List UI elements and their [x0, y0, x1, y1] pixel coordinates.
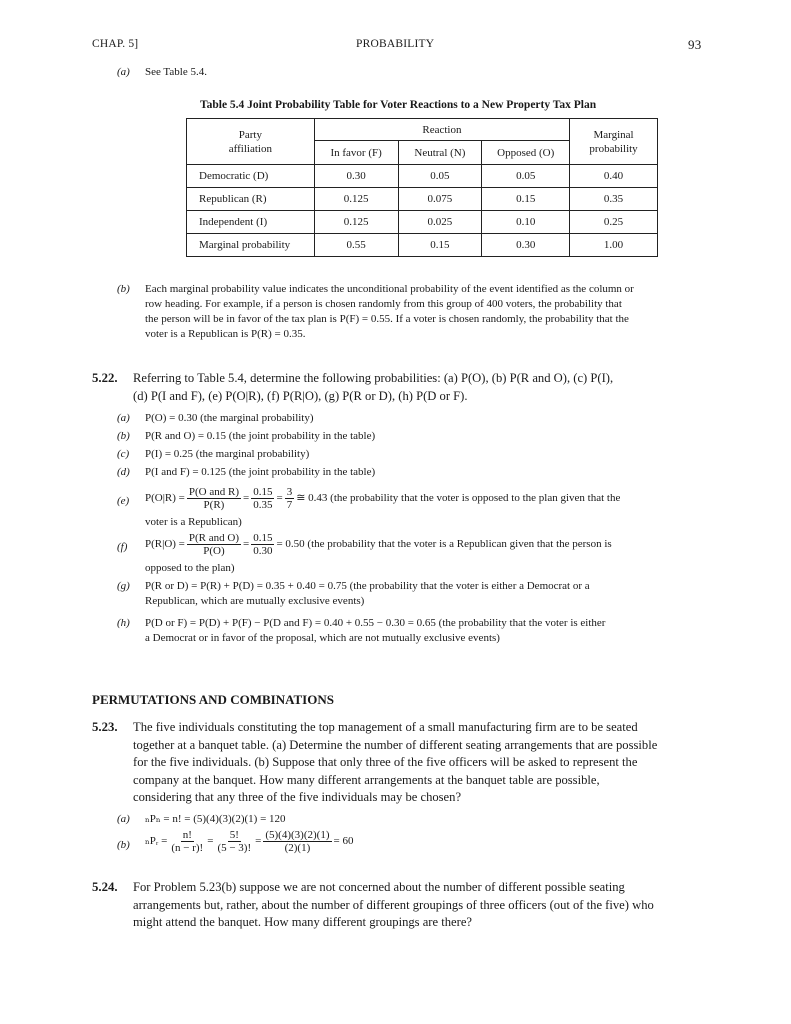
problem-5-24-statement: For Problem 5.23(b) suppose we are not concerned about the number of different possible seating arrangements but, rather, about the number of different groupings of three officers (out of the five) who might attend the banquet. How many different groupings are there?	[133, 880, 654, 930]
col-header-neutral: Neutral (N)	[398, 141, 482, 165]
answer-523a-text: ₙPₙ = n! = (5)(4)(3)(2)(1) = 120	[145, 813, 286, 825]
reaction-header: Reaction	[314, 119, 569, 141]
col-header-in-favor: In favor (F)	[314, 141, 398, 165]
running-title: PROBABILITY	[356, 38, 435, 50]
answer-e-continuation: voter is a Republican)	[145, 516, 242, 528]
table-row: Independent (I) 0.125 0.025 0.10 0.25	[187, 211, 658, 234]
party-header: Party affiliation	[187, 119, 315, 165]
answer-f-equation: P(R|O) = $\frac{\text{P(R and O)}}{P(O)}$ = $\frac{0.15}{0.30}$ = 0.50 (the probability that the voter is a Republican given that the person is	[145, 532, 612, 557]
problem-number-5-24: 5.24.	[92, 880, 118, 894]
section-title: PERMUTATIONS AND COMBINATIONS	[92, 692, 334, 707]
problem-number-5-22: 5.22.	[92, 371, 118, 385]
problem-5-23-statement: The five individuals constituting the top management of a small manufacturing firm are to be seated together at a banquet table. (a) Determine the number of different seating arrangements that are possible for the five individuals. (b) Suppose that only three of the five officers will be asked to represent the company at the banquet. How many different arrangements at the banquet table are possible, considering that any three of the five individuals may be chosen?	[133, 720, 658, 805]
answer-e-label: (e)	[117, 495, 130, 507]
answer-h-label: (h)	[117, 617, 130, 629]
part-a-label: (a)	[117, 66, 130, 78]
answer-labels-a-d: (a) (b) (c) (d)	[117, 412, 130, 478]
problem-5-22-statement: Referring to Table 5.4, determine the following probabilities: (a) P(O), (b) P(R and O), (c) P(I), (d) P(I and F), (e) P(O|R), (f) P(R|O), (g) P(R or D), (h) P(D or F).	[133, 371, 614, 403]
joint-probability-table	[186, 118, 658, 257]
table-row: Marginal probability 0.55 0.15 0.30 1.00	[187, 234, 658, 257]
problem-number-5-23: 5.23.	[92, 720, 118, 734]
answer-h-text: P(D or F) = P(D) + P(F) − P(D and F) = 0.40 + 0.55 − 0.30 = 0.65 (the probability that the voter is either a Democrat or in favor of the proposal, which are not mutually exclusive events)	[145, 617, 606, 644]
col-header-opposed: Opposed (O)	[482, 141, 570, 165]
page-number: 93	[688, 37, 702, 52]
table-row: Democratic (D) 0.30 0.05 0.05 0.40	[187, 165, 658, 188]
answer-g-label: (g)	[117, 580, 130, 592]
answer-f-label: (f)	[117, 541, 128, 553]
part-b-label: (b)	[117, 283, 130, 295]
table-row: Republican (R) 0.125 0.075 0.15 0.35	[187, 188, 658, 211]
answer-523b-label: (b)	[117, 839, 130, 851]
answers-a-d: P(O) = 0.30 (the marginal probability) P(R and O) = 0.15 (the joint probability in the table) P(I) = 0.25 (the marginal probability) P(I and F) = 0.125 (the joint probability in the table)	[145, 412, 376, 478]
answer-523b-equation: ₙPᵣ = $\frac{n!}{(n - r)!}$ = $\frac{5!}{(5 - 3)!}$ = $\frac{(5)(4)(3)(2)(1)}{(2)(1)}$ = 60	[145, 829, 354, 854]
marginal-header: Marginal probability	[570, 119, 658, 165]
part-b-text: Each marginal probability value indicates the unconditional probability of the event identified as the column or row heading. For example, if a person is chosen randomly from this group of 400 voters, the probability that the person will be in favor of the tax plan is P(F) = 0.55. If a voter is chosen randomly, the probability that the voter is a Republican is P(R) = 0.35.	[145, 283, 634, 340]
chapter-label: CHAP. 5]	[92, 38, 139, 50]
answer-f-continuation: opposed to the plan)	[145, 562, 235, 574]
answer-g-text: P(R or D) = P(R) + P(D) = 0.35 + 0.40 = 0.75 (the probability that the voter is either a Democrat or a Republican, which are mutually exclusive events)	[145, 580, 590, 607]
answer-523a-label: (a)	[117, 813, 130, 825]
table-caption: Table 5.4 Joint Probability Table for Voter Reactions to a New Property Tax Plan	[200, 99, 597, 111]
part-a-text: See Table 5.4.	[145, 66, 207, 78]
answer-e-equation: P(O|R) = $\frac{\text{P(O and R)}}{P(R)}$ = $\frac{0.15}{0.35}$ = $\frac{3}{7}$ ≅ 0.43 (the probability that the voter is opposed to the plan given that the	[145, 486, 621, 511]
